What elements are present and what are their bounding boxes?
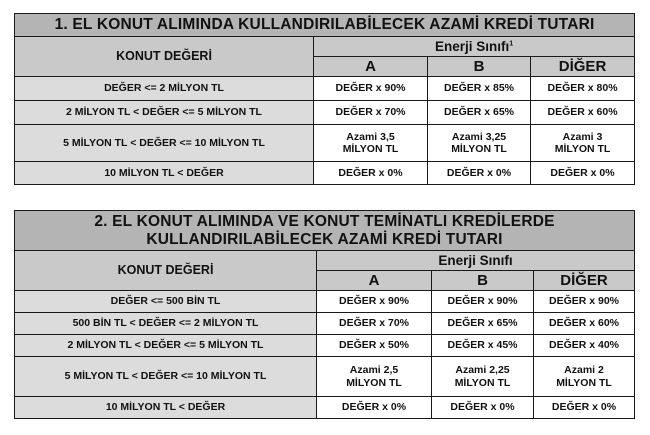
value-cell: DEĞER x 0% [534,397,635,419]
column-header-diger: DİĞER [534,271,635,291]
table-row [15,101,635,125]
value-cell: DEĞER x 40% [534,335,635,357]
table-title: 1. EL KONUT ALIMINDA KULLANDIRILABİLECEK AZAMİ KREDİ TUTARI [15,14,635,37]
value-cell: Azami 2,5 MİLYON TL [317,357,432,397]
value-cell: DEĞER x 0% [432,397,534,419]
table-row [15,397,635,419]
footnote-marker: 1 [509,40,514,48]
row-label: 500 BİN TL < DEĞER <= 2 MİLYON TL [15,313,317,335]
value-cell: Azami 2,25 MİLYON TL [432,357,534,397]
column-header-diger: DİĞER [531,57,635,77]
column-header-b: B [428,57,531,77]
enerji-sinifi-header: Enerji Sınıfı [317,251,635,271]
konut-degeri-header: KONUT DEĞERİ [15,37,314,77]
value-cell: Azami 3 MİLYON TL [531,125,635,162]
row-label: 2 MİLYON TL < DEĞER <= 5 MİLYON TL [15,335,317,357]
table-row [15,125,635,162]
enerji-sinifi-header: Enerji Sınıfı$^1$ [314,37,635,57]
value-cell: Azami 3,5 MİLYON TL [314,125,428,162]
value-cell: DEĞER x 60% [534,313,635,335]
value-cell: DEĞER x 90% [534,291,635,313]
row-label: DEĞER <= 2 MİLYON TL [15,77,314,101]
column-header-a: A [314,57,428,77]
credit-table-second-hand [14,210,635,419]
credit-table-first-hand [14,13,635,185]
konut-degeri-header: KONUT DEĞERİ [15,251,317,291]
value-cell: DEĞER x 0% [428,162,531,185]
table-row [15,313,635,335]
value-cell: DEĞER x 65% [428,101,531,125]
value-cell: DEĞER x 0% [314,162,428,185]
row-label: 10 MİLYON TL < DEĞER [15,162,314,185]
value-cell: DEĞER x 60% [531,101,635,125]
value-cell: DEĞER x 70% [317,313,432,335]
column-header-a: A [317,271,432,291]
value-cell: DEĞER x 0% [531,162,635,185]
value-cell: DEĞER x 85% [428,77,531,101]
column-header-b: B [432,271,534,291]
table-row [15,77,635,101]
value-cell: Azami 2 MİLYON TL [534,357,635,397]
value-cell: DEĞER x 45% [432,335,534,357]
row-label: 5 MİLYON TL < DEĞER <= 10 MİLYON TL [15,125,314,162]
value-cell: Azami 3,25 MİLYON TL [428,125,531,162]
value-cell: DEĞER x 90% [314,77,428,101]
table-row [15,162,635,185]
value-cell: DEĞER x 65% [432,313,534,335]
row-label: 5 MİLYON TL < DEĞER <= 10 MİLYON TL [15,357,317,397]
row-label: 10 MİLYON TL < DEĞER [15,397,317,419]
value-cell: DEĞER x 80% [531,77,635,101]
value-cell: DEĞER x 70% [314,101,428,125]
table-row [15,335,635,357]
value-cell: DEĞER x 90% [432,291,534,313]
table-row [15,357,635,397]
table-title: 2. EL KONUT ALIMINDA VE KONUT TEMİNATLI KREDİLERDE KULLANDIRILABİLECEK AZAMİ KREDİ TUTARI [15,211,635,251]
table-row [15,291,635,313]
value-cell: DEĞER x 50% [317,335,432,357]
row-label: DEĞER <= 500 BİN TL [15,291,317,313]
row-label: 2 MİLYON TL < DEĞER <= 5 MİLYON TL [15,101,314,125]
value-cell: DEĞER x 0% [317,397,432,419]
value-cell: DEĞER x 90% [317,291,432,313]
